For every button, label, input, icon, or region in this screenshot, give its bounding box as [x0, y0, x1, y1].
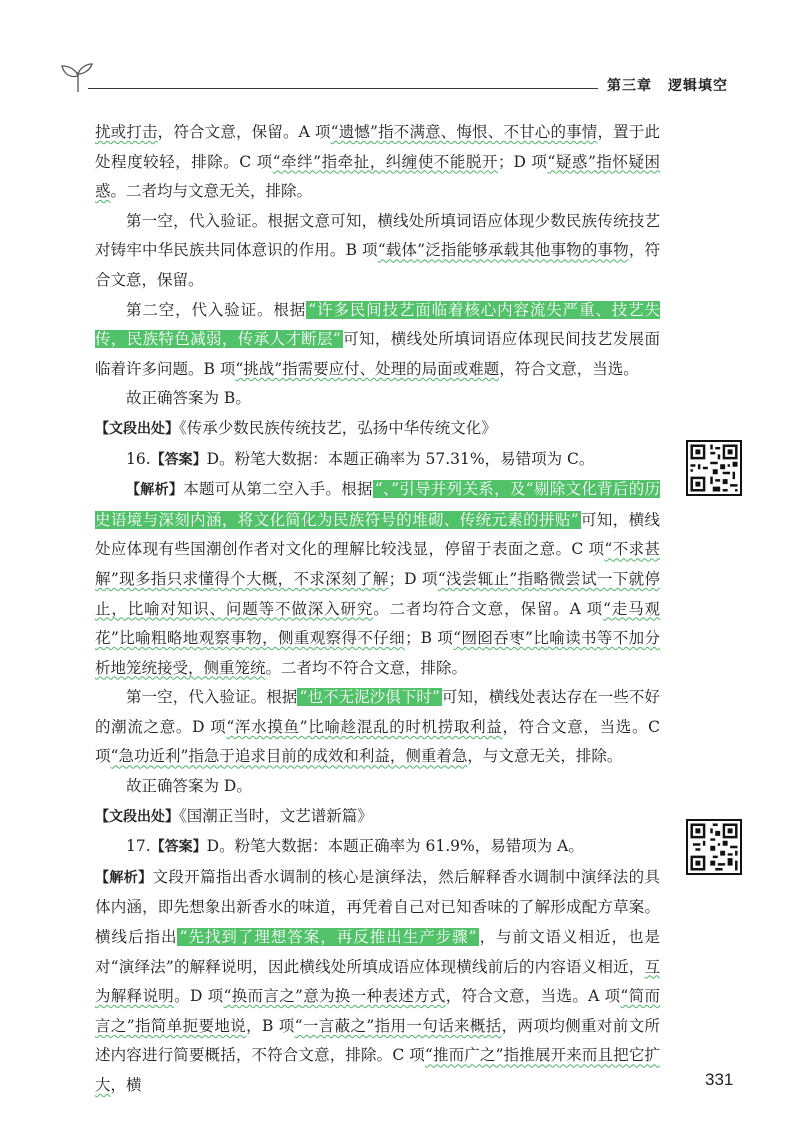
source-tag: 【文段出处】 — [95, 420, 179, 437]
answer-text: D。粉笔大数据：本题正确率为 57.31%，易错项为 C。 — [206, 449, 595, 468]
chapter-number: 第三章 — [607, 78, 652, 94]
text: 本题可从第二空入手。根据 — [183, 480, 373, 499]
text: ；D 项 — [498, 152, 548, 171]
chapter-title: 逻辑填空 — [668, 78, 728, 94]
text: ，置于此处程度较轻，排除。C 项 — [95, 123, 660, 171]
underlined-text: “不求甚解”现多指只求懂得个大概，不求深刻了解 — [95, 540, 660, 588]
highlighted-text: “也不无泥沙俱下时” — [299, 688, 440, 707]
highlighted-text: “先找到了理想答案，再反推出生产步骤” — [179, 928, 477, 947]
underlined-text: “挑战”指需要应付、处理的局面或难题 — [235, 359, 500, 378]
answer-line: 故正确答案为 B。 — [126, 389, 251, 408]
underlined-text: “遗憾”指不满意、悔恨、不甘心的事情 — [330, 123, 598, 141]
text: 第二空，代入验证。根据 — [126, 300, 307, 319]
text: 。二者均符合文意，保留。A 项 — [373, 599, 603, 618]
text: ，B 项 — [246, 1016, 295, 1035]
text: ，两项均侧重对前文所述内容进行简要概括，不符合文意，排除。C 项 — [95, 1016, 660, 1065]
underlined-text: “载体”泛指能够承载其他事物的事物 — [377, 241, 629, 260]
text: ；B 项 — [405, 629, 454, 648]
source-title: 《国潮正当时，文艺谱新篇》 — [179, 806, 373, 825]
text: ，与前文语义相近，也是对“演绎法”的解释说明，因此横线处所填成语应体现横线前后的内容语义相近， — [95, 928, 660, 976]
text: 。二者均与文意无关，排除。 — [110, 182, 313, 201]
underlined-text: “囫囵吞枣”比喻读书等不加分析地笼统接受，侧重笼统 — [95, 629, 660, 677]
underlined-text: “走马观花”比喻粗略地观察事物，侧重观察得不仔细 — [95, 599, 660, 648]
leaf-decoration-icon — [60, 62, 96, 94]
paragraph — [95, 863, 660, 1101]
paragraph — [95, 683, 660, 772]
paragraph — [95, 118, 660, 207]
answer-line: 故正确答案为 D。 — [126, 777, 252, 796]
text: 可知，横线处应体现有些国潮创作者对文化的理解比较浅显，停留于表面之意。C 项 — [95, 510, 660, 559]
text: ，符合文意，当选。A 项 — [445, 987, 621, 1006]
paragraph — [95, 475, 660, 683]
underlined-text: “牵绊”指牵扯，纠缠使不能脱开 — [272, 152, 498, 171]
answer-text: D。粉笔大数据：本题正确率为 61.9%，易错项为 A。 — [206, 837, 584, 856]
header-rule — [88, 88, 598, 89]
text: 第一空，代入验证。根据文意可知，横线处所填词语应体现少数民族传统技艺对铸牢中华民族共同体意识的作用。B 项 — [95, 211, 660, 260]
question-number: 16. — [126, 449, 151, 468]
text: ，与文意无关，排除。 — [467, 747, 623, 766]
source-line — [95, 414, 660, 445]
highlighted-text: “、”引导并列关系，及“剔除文化背后的历史语境与深刻内涵，将文化简化为民族符号的堆砌、传统元素的拼贴” — [95, 480, 660, 529]
text: 。D 项 — [174, 987, 224, 1006]
source-tag: 【文段出处】 — [95, 808, 179, 825]
answer-tag: 【答案】 — [150, 451, 207, 468]
underlined-text: “推而广之”指推展开来而且把它扩大 — [95, 1046, 660, 1094]
underlined-text: “浅尝辄止”指略微尝试一下就停止，比喻对知识、问题等不做深入研究 — [95, 569, 660, 618]
text: 。二者均不符合文意，排除。 — [265, 658, 468, 677]
underlined-text: “疑惑”指怀疑困惑 — [95, 152, 660, 201]
source-line — [95, 802, 660, 833]
text: 第一空，代入验证。根据 — [126, 688, 298, 707]
analysis-tag: 【解析】 — [126, 482, 184, 499]
underlined-text: “浑水摸鱼”比喻趁混乱的时机捞取利益 — [226, 717, 503, 736]
question-16-answer — [95, 445, 660, 476]
qr-code-icon[interactable] — [686, 440, 742, 496]
text: 文段开篇指出香水调制的核心是演绎法，然后解释香水调制中演绎法的具体内涵，即先想象出新香水的味道，再凭着自己对已知香味的了解形成配方草案。横线后指出 — [95, 867, 660, 947]
text: ，符合文意，保留。 — [95, 241, 660, 289]
underlined-text: “一言蔽之”指用一句话来概括 — [294, 1016, 502, 1035]
highlighted-text: “许多民间技艺面临着核心内容流失严重、技艺失传，民族特色减弱，传承人才断层” — [95, 300, 660, 349]
text: ；D 项 — [388, 569, 438, 588]
text: ，横 — [110, 1076, 142, 1094]
underlined-text: 互为解释说明 — [95, 957, 660, 1006]
paragraph — [95, 296, 660, 385]
underlined-text: “换而言之”意为换一种表述方式 — [223, 987, 446, 1006]
underlined-text: 扰或打击 — [95, 123, 158, 141]
page-number: 331 — [705, 1070, 734, 1089]
qr-code-icon[interactable] — [686, 819, 742, 875]
text: 可知，横线处所填词语应体现民间技艺发展面临着许多问题。B 项 — [95, 330, 660, 378]
source-title: 《传承少数民族传统技艺，弘扬中华传统文化》 — [179, 418, 497, 437]
text: 可知，横线处表达存在一些不好的潮流之意。D 项 — [95, 688, 660, 736]
answer-tag: 【答案】 — [150, 839, 207, 856]
analysis-tag: 【解析】 — [95, 869, 153, 886]
chapter-header — [607, 75, 728, 95]
text: ，符合文意，保留。A 项 — [157, 123, 331, 141]
text: ，符合文意，当选。 — [499, 359, 639, 378]
paragraph — [95, 207, 660, 296]
question-number: 17. — [126, 837, 151, 856]
text: ，符合文意，当选。C 项 — [95, 717, 660, 766]
underlined-text: “简而言之”指简单扼要地说 — [95, 987, 660, 1035]
page-content — [95, 118, 660, 1101]
underlined-text: “急功近利”指急于追求目前的成效和利益，侧重着急 — [110, 747, 468, 766]
question-17-answer — [95, 832, 660, 863]
